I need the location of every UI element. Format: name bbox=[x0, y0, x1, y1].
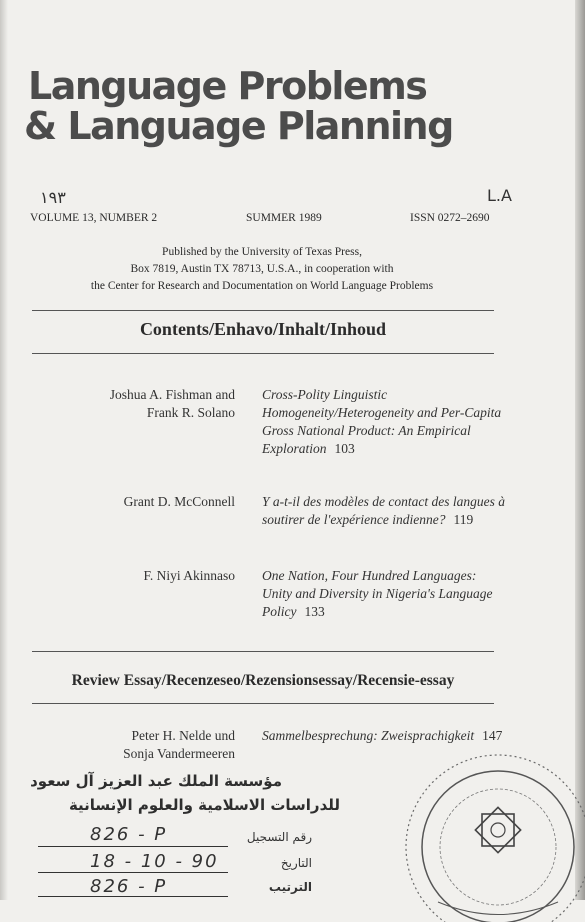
stamp-underline bbox=[38, 896, 228, 897]
article-authors: Grant D. McConnell bbox=[123, 494, 235, 509]
article-page: 103 bbox=[334, 441, 355, 456]
article-authors: F. Niyi Akinnaso bbox=[143, 568, 235, 583]
issue-issn: ISSN 0272–2690 bbox=[410, 212, 490, 224]
article-title: Cross-Polity Linguistic Homogeneity/Heterogeneity and Per-Capita Gross National Product: An Empirical Exploration bbox=[262, 387, 502, 456]
journal-title bbox=[24, 64, 453, 148]
seal-star-emblem bbox=[475, 807, 520, 852]
divider-rule bbox=[32, 703, 494, 704]
review-page: 147 bbox=[482, 728, 503, 743]
article-entry bbox=[262, 567, 506, 621]
stamp-label-date: التاريخ bbox=[280, 856, 312, 870]
stamp-label-registration: رقم التسجيل bbox=[246, 830, 312, 844]
stamp-institution-line1: مؤسسة الملك عبد العزيز آل سعود bbox=[30, 772, 282, 790]
journal-title-line2: & Language Planning bbox=[24, 104, 453, 148]
review-heading: Review Essay/Recenzeseo/Rezensionsessay/Recensie-essay bbox=[71, 672, 455, 689]
issue-volume: VOLUME 13, NUMBER 2 bbox=[30, 212, 158, 224]
handwritten-mark-right: L.A bbox=[487, 186, 512, 205]
stamp-underline bbox=[38, 872, 228, 873]
article-page: 133 bbox=[304, 604, 325, 619]
publisher-line1: Published by the University of Texas Press, bbox=[162, 246, 362, 258]
page-left-shadow bbox=[0, 0, 8, 900]
handwritten-mark-left: ١٩٣ bbox=[40, 188, 66, 207]
journal-title-line1: Language Problems bbox=[28, 64, 427, 108]
divider-rule bbox=[32, 310, 494, 311]
divider-rule bbox=[32, 353, 494, 354]
article-entry bbox=[262, 493, 506, 529]
round-library-seal bbox=[398, 752, 585, 922]
stamp-institution-line2: للدراسات الاسلامية والعلوم الإنسانية bbox=[68, 796, 340, 814]
stamp-value-order: 826 - P bbox=[90, 876, 168, 897]
article-entry bbox=[262, 386, 506, 458]
library-stamp bbox=[30, 772, 360, 897]
publisher-line3: the Center for Research and Documentation on World Language Problems bbox=[90, 280, 434, 292]
contents-heading: Contents/Enhavo/Inhalt/Inhoud bbox=[139, 319, 387, 339]
stamp-value-registration: 826 - P bbox=[90, 824, 168, 845]
seal-arc bbox=[438, 902, 558, 915]
article-title: One Nation, Four Hundred Languages: Unity and Diversity in Nigeria's Language Policy bbox=[262, 568, 493, 619]
seal-outer-ring bbox=[406, 755, 585, 922]
article-authors: Joshua A. Fishman and Frank R. Solano bbox=[109, 387, 235, 420]
article-page: 119 bbox=[453, 512, 474, 527]
review-entry bbox=[262, 727, 506, 745]
stamp-value-date: 18 - 10 - 90 bbox=[90, 851, 219, 872]
review-title: Sammelbesprechung: Zweisprachigkeit bbox=[262, 728, 475, 743]
publisher-line2: Box 7819, Austin TX 78713, U.S.A., in cooperation with bbox=[130, 263, 394, 275]
article-title: Y a-t-il des modèles de contact des langues à soutirer de l'expérience indienne? bbox=[262, 494, 505, 527]
stamp-underline bbox=[38, 846, 228, 847]
review-authors: Peter H. Nelde und Sonja Vandermeeren bbox=[123, 728, 235, 761]
divider-rule bbox=[32, 651, 494, 652]
stamp-label-order: الترتيب bbox=[268, 880, 312, 894]
issue-season: SUMMER 1989 bbox=[246, 212, 322, 224]
